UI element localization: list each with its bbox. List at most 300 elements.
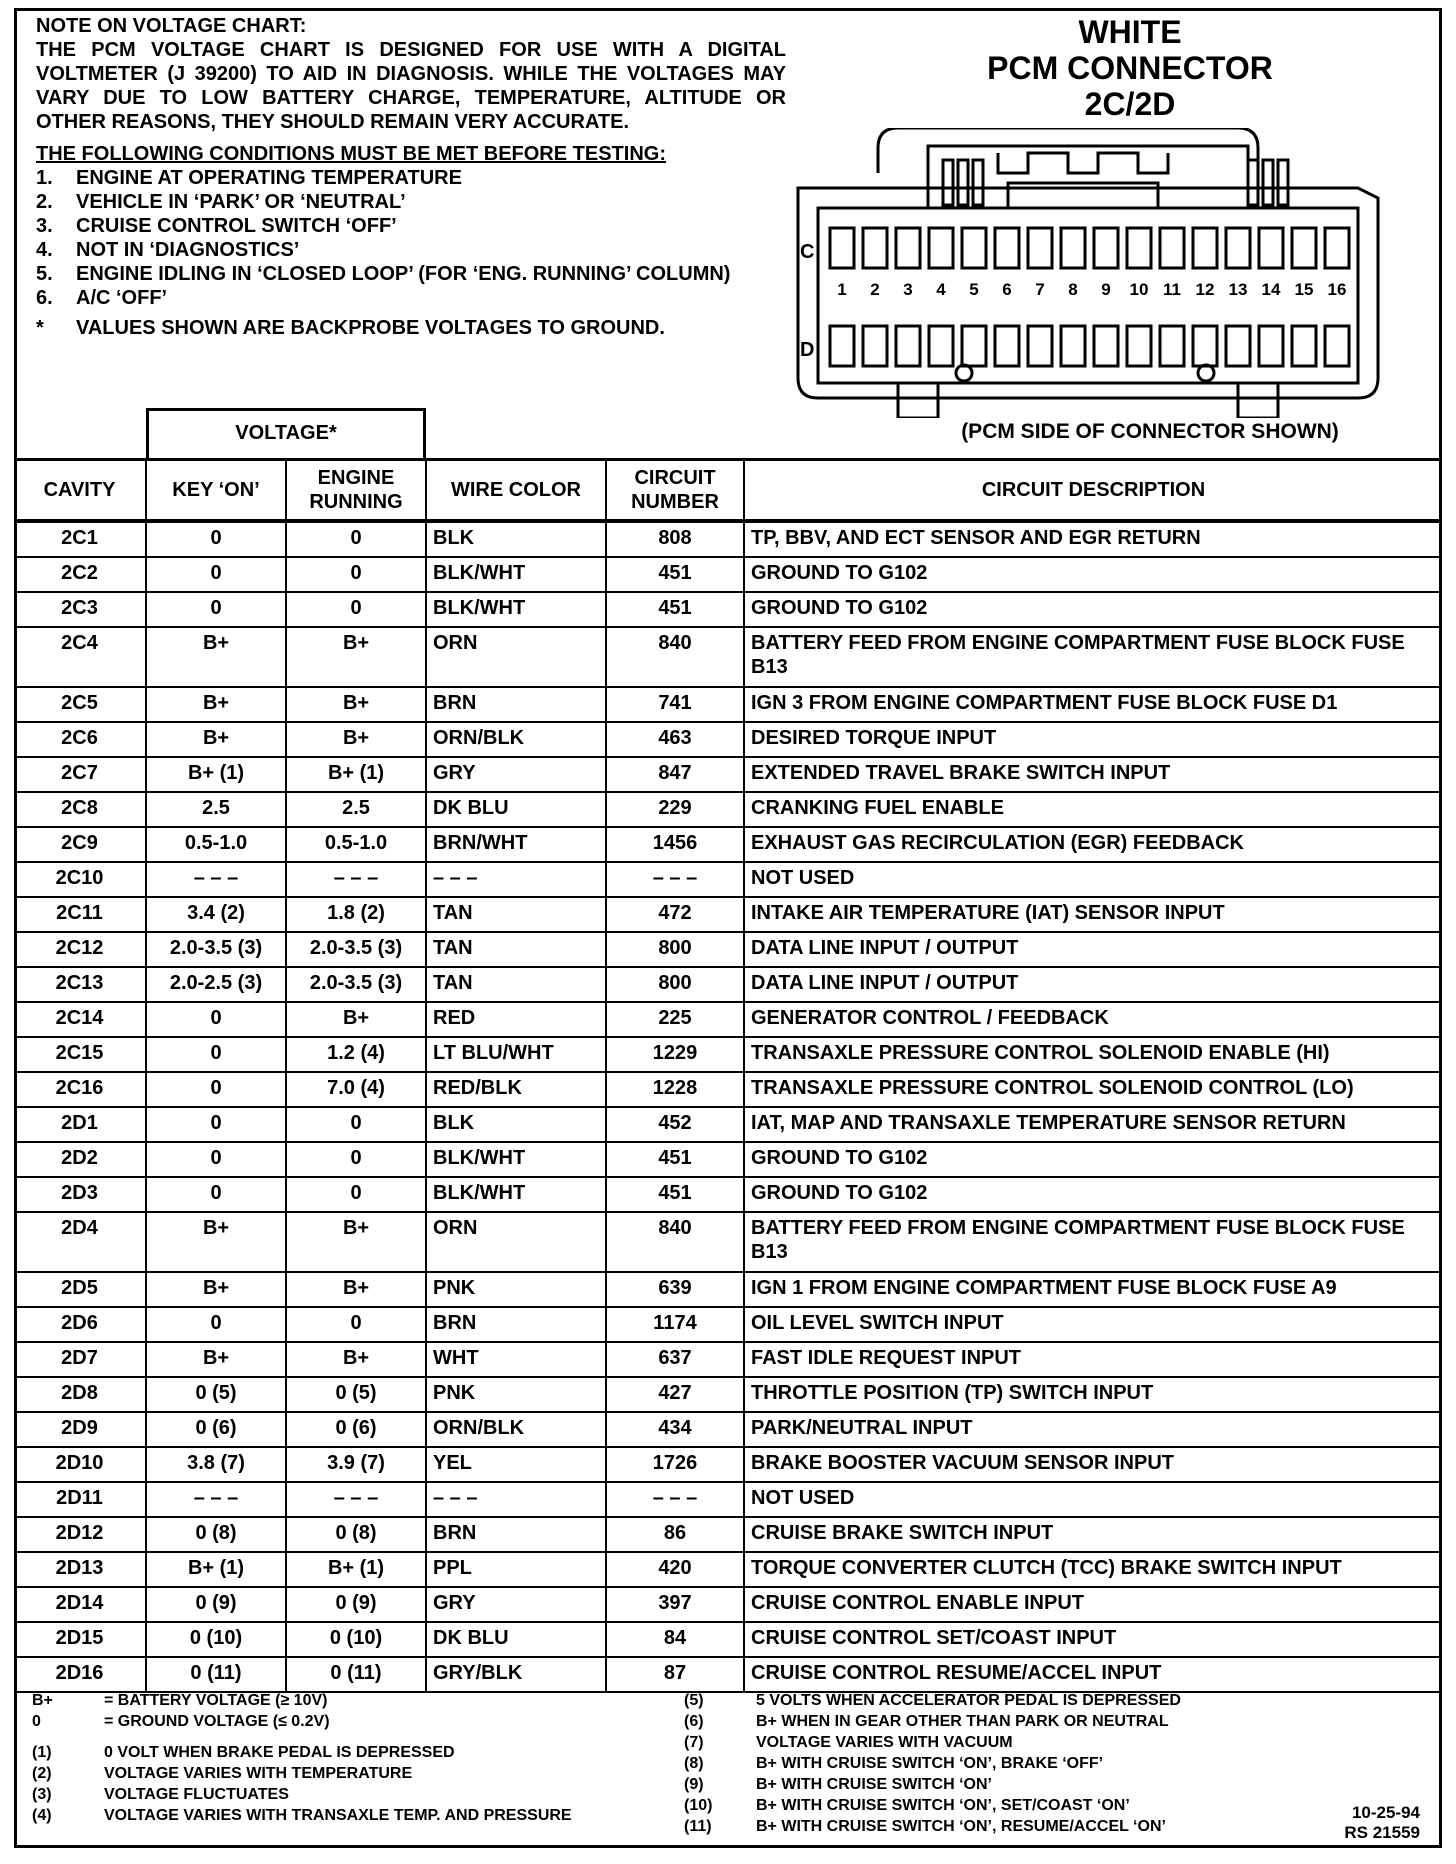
key-on-cell: B+ [146, 722, 286, 757]
legend-text: B+ WITH CRUISE SWITCH ‘ON’, SET/COAST ‘ON’ [756, 1797, 1130, 1814]
row-d-pin [1094, 326, 1118, 366]
table-row [14, 1212, 1442, 1272]
table-row [14, 757, 1442, 792]
condition-text: VEHICLE IN ‘PARK’ OR ‘NEUTRAL’ [76, 191, 406, 213]
legend-item [32, 1690, 692, 1711]
legend-item [684, 1711, 1244, 1732]
pin-number-label: 6 [1002, 280, 1012, 299]
legend-key: (3) [32, 1786, 52, 1803]
row-c-pin [929, 228, 953, 268]
cavity-cell: 2D13 [14, 1552, 146, 1587]
wire-color-cell: BLK/WHT [426, 592, 606, 627]
cavity-cell: 2D14 [14, 1587, 146, 1622]
table-row [14, 1412, 1442, 1447]
key-on-cell: B+ [146, 627, 286, 687]
condition-text: ENGINE AT OPERATING TEMPERATURE [76, 167, 462, 189]
legend-text: B+ WHEN IN GEAR OTHER THAN PARK OR NEUTRAL [756, 1713, 1169, 1730]
row-c-pin [1325, 228, 1349, 268]
connector-title-line3: 2C/2D [1084, 86, 1176, 122]
cavity-cell: 2D16 [14, 1657, 146, 1692]
table-row [14, 1622, 1442, 1657]
engine-running-cell: 0 (5) [286, 1377, 426, 1412]
circuit-description-cell: IAT, MAP AND TRANSAXLE TEMPERATURE SENSOR RETURN [744, 1107, 1442, 1142]
legend-item [32, 1805, 692, 1826]
legend-item [684, 1690, 1244, 1711]
engine-running-cell: 0 [286, 521, 426, 557]
table-header-row [14, 460, 1442, 522]
legend-item [32, 1784, 692, 1805]
table-row [14, 792, 1442, 827]
engine-running-cell: 7.0 (4) [286, 1072, 426, 1107]
legend-key: (9) [684, 1776, 704, 1793]
legend-key: 0 [32, 1713, 41, 1730]
key-on-cell: 0 (9) [146, 1587, 286, 1622]
key-on-cell: B+ [146, 1342, 286, 1377]
key-on-cell: 0 [146, 1142, 286, 1177]
circuit-number-cell: 1456 [606, 827, 744, 862]
table-row [14, 722, 1442, 757]
row-d-pin [863, 326, 887, 366]
row-c-pin [896, 228, 920, 268]
circuit-description-cell: NOT USED [744, 1482, 1442, 1517]
cavity-cell: 2D1 [14, 1107, 146, 1142]
engine-running-cell: 0 (11) [286, 1657, 426, 1692]
legend-text: 0 VOLT WHEN BRAKE PEDAL IS DEPRESSED [104, 1744, 455, 1761]
circuit-number-cell: 87 [606, 1657, 744, 1692]
legend-key: (2) [32, 1765, 52, 1782]
circuit-description-cell: GROUND TO G102 [744, 557, 1442, 592]
wire-color-cell: BRN/WHT [426, 827, 606, 862]
circuit-description-cell: FAST IDLE REQUEST INPUT [744, 1342, 1442, 1377]
engine-running-cell: 2.5 [286, 792, 426, 827]
cavity-cell: 2D11 [14, 1482, 146, 1517]
circuit-number-cell: 637 [606, 1342, 744, 1377]
table-row [14, 1307, 1442, 1342]
wire-color-cell: BLK [426, 521, 606, 557]
circuit-description-cell: PARK/NEUTRAL INPUT [744, 1412, 1442, 1447]
table-row [14, 521, 1442, 557]
condition-text: A/C ‘OFF’ [76, 287, 168, 309]
condition-number: 1. [36, 167, 53, 189]
cavity-cell: 2C1 [14, 521, 146, 557]
circuit-number-cell: – – – [606, 862, 744, 897]
condition-item [36, 316, 786, 340]
table-row [14, 1657, 1442, 1692]
pin-number-label: 15 [1294, 280, 1314, 299]
row-d-pin [929, 326, 953, 366]
key-on-cell: 0 [146, 1307, 286, 1342]
circuit-description-cell: INTAKE AIR TEMPERATURE (IAT) SENSOR INPUT [744, 897, 1442, 932]
document-reference [1310, 1803, 1420, 1843]
legend-text: 5 VOLTS WHEN ACCELERATOR PEDAL IS DEPRESSED [756, 1692, 1181, 1709]
pcm-voltage-table [14, 458, 1442, 1693]
legend-item [684, 1816, 1244, 1837]
cavity-cell: 2D15 [14, 1622, 146, 1657]
engine-running-cell: 0.5-1.0 [286, 827, 426, 862]
circuit-description-cell: CRUISE CONTROL RESUME/ACCEL INPUT [744, 1657, 1442, 1692]
table-row [14, 967, 1442, 1002]
reference-date: 10-25-94 [1351, 1803, 1420, 1822]
circuit-description-cell: THROTTLE POSITION (TP) SWITCH INPUT [744, 1377, 1442, 1412]
circuit-number-cell: 847 [606, 757, 744, 792]
circuit-description-cell: CRUISE CONTROL ENABLE INPUT [744, 1587, 1442, 1622]
cavity-cell: 2D2 [14, 1142, 146, 1177]
connector-latch-block [928, 146, 1248, 208]
key-on-cell: 0 (10) [146, 1622, 286, 1657]
key-on-cell: – – – [146, 862, 286, 897]
circuit-number-cell: 741 [606, 687, 744, 722]
circuit-number-cell: 451 [606, 1142, 744, 1177]
row-c-pin [1028, 228, 1052, 268]
engine-running-cell: – – – [286, 862, 426, 897]
wire-color-cell: TAN [426, 967, 606, 1002]
legend-text: VOLTAGE VARIES WITH VACUUM [756, 1734, 1013, 1751]
circuit-description-cell: TORQUE CONVERTER CLUTCH (TCC) BRAKE SWITCH INPUT [744, 1552, 1442, 1587]
rib [1248, 160, 1258, 205]
engine-running-cell: B+ [286, 1212, 426, 1272]
key-on-cell: – – – [146, 1482, 286, 1517]
connector-title [940, 14, 1320, 122]
wire-color-cell: GRY/BLK [426, 1657, 606, 1692]
wire-color-cell: DK BLU [426, 792, 606, 827]
legend-text: = GROUND VOLTAGE (≤ 0.2V) [104, 1713, 330, 1730]
notes-paragraph: THE PCM VOLTAGE CHART IS DESIGNED FOR USE WITH A DIGITAL VOLTMETER (J 39200) TO AID IN DIAGNOSIS. WHILE THE VOLTAGES MAY VARY DUE TO LOW BATTERY CHARGE, TEMPERATURE, ALTITUDE OR OTHER REASONS, THEY SHOULD REMAIN VERY ACCURATE. [36, 39, 786, 133]
cavity-cell: 2C14 [14, 1002, 146, 1037]
table-row [14, 1342, 1442, 1377]
table-row [14, 1447, 1442, 1482]
table-row [14, 687, 1442, 722]
legend-key: (10) [684, 1797, 713, 1814]
pin-number-label: 9 [1101, 280, 1111, 299]
legend-key: (1) [32, 1744, 52, 1761]
circuit-description-cell: GROUND TO G102 [744, 1177, 1442, 1212]
engine-running-cell: 0 [286, 557, 426, 592]
wire-color-cell: – – – [426, 862, 606, 897]
connector-title-line1: WHITE [1078, 14, 1182, 50]
row-c-pin [1127, 228, 1151, 268]
key-on-cell: 0 [146, 1177, 286, 1212]
table-row [14, 627, 1442, 687]
row-c-pin [995, 228, 1019, 268]
circuit-description-cell: CRANKING FUEL ENABLE [744, 792, 1442, 827]
legend-left [32, 1690, 692, 1826]
row-c-pin [1094, 228, 1118, 268]
condition-item [36, 166, 786, 190]
legend-text: VOLTAGE FLUCTUATES [104, 1786, 289, 1803]
circuit-number-cell: 840 [606, 627, 744, 687]
circuit-number-cell: 427 [606, 1377, 744, 1412]
legend-key: (8) [684, 1755, 704, 1772]
key-on-cell: 0 (8) [146, 1517, 286, 1552]
wire-color-cell: YEL [426, 1447, 606, 1482]
pin-number-label: 5 [969, 280, 979, 299]
key-on-cell: 2.5 [146, 792, 286, 827]
table-row [14, 592, 1442, 627]
engine-running-cell: 0 (8) [286, 1517, 426, 1552]
table-row [14, 1142, 1442, 1177]
row-d-pin [1028, 326, 1052, 366]
legend-text: VOLTAGE VARIES WITH TEMPERATURE [104, 1765, 413, 1782]
legend-key: (11) [684, 1818, 712, 1835]
key-on-cell: 0 [146, 557, 286, 592]
engine-running-cell: 3.9 (7) [286, 1447, 426, 1482]
circuit-number-cell: 1228 [606, 1072, 744, 1107]
circuit-number-cell: 452 [606, 1107, 744, 1142]
rib [973, 160, 983, 205]
header-wire-color: WIRE COLOR [426, 460, 606, 522]
table-row [14, 862, 1442, 897]
wire-color-cell: RED/BLK [426, 1072, 606, 1107]
key-on-cell: 0 [146, 1107, 286, 1142]
row-c-pin [1061, 228, 1085, 268]
circuit-number-cell: 229 [606, 792, 744, 827]
circuit-description-cell: TRANSAXLE PRESSURE CONTROL SOLENOID ENABLE (HI) [744, 1037, 1442, 1072]
row-d-label: D [800, 339, 815, 361]
engine-running-cell: B+ [286, 1342, 426, 1377]
wire-color-cell: – – – [426, 1482, 606, 1517]
legend-item [684, 1774, 1244, 1795]
connector-foot-left [898, 383, 938, 418]
condition-number: 6. [36, 287, 53, 309]
engine-running-cell: 0 (6) [286, 1412, 426, 1447]
table-row [14, 1002, 1442, 1037]
row-d-pin [962, 326, 986, 366]
key-on-cell: 3.4 (2) [146, 897, 286, 932]
engine-running-cell: B+ (1) [286, 1552, 426, 1587]
wire-color-cell: TAN [426, 897, 606, 932]
circuit-description-cell: GROUND TO G102 [744, 1142, 1442, 1177]
circuit-description-cell: TRANSAXLE PRESSURE CONTROL SOLENOID CONTROL (LO) [744, 1072, 1442, 1107]
engine-running-cell: 2.0-3.5 (3) [286, 932, 426, 967]
legend-key: (4) [32, 1807, 52, 1824]
condition-number: 5. [36, 263, 53, 285]
pin-number-label: 10 [1129, 280, 1149, 299]
row-d-pins [830, 326, 1349, 366]
row-d-pin [1325, 326, 1349, 366]
pcm-connector-diagram [778, 128, 1398, 418]
engine-running-cell: – – – [286, 1482, 426, 1517]
engine-running-cell: B+ (1) [286, 757, 426, 792]
row-c-pin [830, 228, 854, 268]
legend-key: (5) [684, 1692, 704, 1709]
key-on-cell: B+ (1) [146, 1552, 286, 1587]
circuit-number-cell: – – – [606, 1482, 744, 1517]
cavity-cell: 2D9 [14, 1412, 146, 1447]
circuit-description-cell: DESIRED TORQUE INPUT [744, 722, 1442, 757]
connector-foot-right [1238, 383, 1278, 418]
row-c-pin [1160, 228, 1184, 268]
condition-number: * [36, 317, 44, 339]
circuit-number-cell: 84 [606, 1622, 744, 1657]
wire-color-cell: WHT [426, 1342, 606, 1377]
row-c-pin [1226, 228, 1250, 268]
cavity-cell: 2C5 [14, 687, 146, 722]
key-on-cell: 0 [146, 592, 286, 627]
wire-color-cell: PPL [426, 1552, 606, 1587]
table-row [14, 1037, 1442, 1072]
circuit-description-cell: BRAKE BOOSTER VACUUM SENSOR INPUT [744, 1447, 1442, 1482]
key-on-cell: B+ (1) [146, 757, 286, 792]
row-c-pin [863, 228, 887, 268]
wire-color-cell: BRN [426, 1517, 606, 1552]
wire-color-cell: ORN [426, 627, 606, 687]
pin-number-label: 13 [1228, 280, 1248, 299]
cavity-cell: 2C4 [14, 627, 146, 687]
cavity-cell: 2C3 [14, 592, 146, 627]
notes-heading: NOTE ON VOLTAGE CHART: [36, 15, 307, 37]
wire-color-cell: PNK [426, 1272, 606, 1307]
reference-code: RS 21559 [1344, 1823, 1420, 1842]
legend-item [32, 1763, 692, 1784]
circuit-number-cell: 472 [606, 897, 744, 932]
wire-color-cell: TAN [426, 932, 606, 967]
wire-color-cell: ORN/BLK [426, 722, 606, 757]
condition-number: 3. [36, 215, 53, 237]
cavity-cell: 2D8 [14, 1377, 146, 1412]
circuit-description-cell: GENERATOR CONTROL / FEEDBACK [744, 1002, 1442, 1037]
pin-number-label: 2 [870, 280, 880, 299]
engine-running-cell: B+ [286, 1272, 426, 1307]
circuit-number-cell: 639 [606, 1272, 744, 1307]
cavity-cell: 2C15 [14, 1037, 146, 1072]
table-row [14, 897, 1442, 932]
cavity-cell: 2C9 [14, 827, 146, 862]
wire-color-cell: BLK/WHT [426, 1177, 606, 1212]
table-row [14, 1072, 1442, 1107]
row-d-pin [1193, 326, 1217, 366]
circuit-number-cell: 434 [606, 1412, 744, 1447]
engine-running-cell: 0 (10) [286, 1622, 426, 1657]
engine-running-cell: 0 [286, 1142, 426, 1177]
table-row [14, 1587, 1442, 1622]
pin-number-label: 7 [1035, 280, 1045, 299]
pin-number-label: 11 [1163, 280, 1181, 299]
pin-numbers [837, 280, 1346, 299]
legend-text: B+ WITH CRUISE SWITCH ‘ON’ [756, 1776, 992, 1793]
rib [1278, 160, 1288, 205]
table-row [14, 932, 1442, 967]
pin-number-label: 14 [1261, 280, 1281, 299]
condition-item [36, 214, 786, 238]
pin-number-label: 3 [903, 280, 913, 299]
circuit-number-cell: 86 [606, 1517, 744, 1552]
row-d-pin [1061, 326, 1085, 366]
cavity-cell: 2D3 [14, 1177, 146, 1212]
cavity-cell: 2C13 [14, 967, 146, 1002]
circuit-number-cell: 800 [606, 967, 744, 1002]
cavity-cell: 2C6 [14, 722, 146, 757]
cavity-cell: 2C2 [14, 557, 146, 592]
wire-color-cell: BRN [426, 1307, 606, 1342]
legend-item [32, 1711, 692, 1732]
cavity-cell: 2D5 [14, 1272, 146, 1307]
cavity-cell: 2D12 [14, 1517, 146, 1552]
rib [1263, 160, 1273, 205]
wire-color-cell: DK BLU [426, 1622, 606, 1657]
voltage-group-header: VOLTAGE* [146, 408, 426, 458]
engine-running-cell: 0 [286, 1177, 426, 1212]
circuit-number-cell: 1174 [606, 1307, 744, 1342]
table-row [14, 557, 1442, 592]
row-d-pin [830, 326, 854, 366]
cavity-cell: 2C12 [14, 932, 146, 967]
circuit-description-cell: NOT USED [744, 862, 1442, 897]
circuit-description-cell: CRUISE CONTROL SET/COAST INPUT [744, 1622, 1442, 1657]
condition-number: 4. [36, 239, 53, 261]
wire-color-cell: GRY [426, 1587, 606, 1622]
circuit-number-cell: 463 [606, 722, 744, 757]
key-on-cell: 0 (5) [146, 1377, 286, 1412]
row-d-pin [1226, 326, 1250, 366]
engine-running-cell: 1.8 (2) [286, 897, 426, 932]
circuit-description-cell: DATA LINE INPUT / OUTPUT [744, 967, 1442, 1002]
engine-running-cell: B+ [286, 627, 426, 687]
circuit-number-cell: 840 [606, 1212, 744, 1272]
engine-running-cell: 0 [286, 1307, 426, 1342]
table-row [14, 1552, 1442, 1587]
key-on-cell: B+ [146, 687, 286, 722]
condition-item [36, 286, 786, 310]
row-d-pin [896, 326, 920, 366]
cavity-cell: 2C10 [14, 862, 146, 897]
cavity-cell: 2C16 [14, 1072, 146, 1107]
cavity-cell: 2C8 [14, 792, 146, 827]
cavity-cell: 2C11 [14, 897, 146, 932]
wire-color-cell: PNK [426, 1377, 606, 1412]
pin-number-label: 1 [837, 280, 847, 299]
key-on-cell: 2.0-2.5 (3) [146, 967, 286, 1002]
circuit-number-cell: 808 [606, 521, 744, 557]
header-circuit-description: CIRCUIT DESCRIPTION [744, 460, 1442, 522]
voltage-chart-notes [36, 14, 786, 340]
legend-text: VOLTAGE VARIES WITH TRANSAXLE TEMP. AND PRESSURE [104, 1807, 572, 1824]
circuit-number-cell: 451 [606, 592, 744, 627]
legend-key: (6) [684, 1713, 704, 1730]
cavity-cell: 2D6 [14, 1307, 146, 1342]
condition-text: NOT IN ‘DIAGNOSTICS’ [76, 239, 300, 261]
conditions-list [36, 166, 786, 340]
wire-color-cell: ORN [426, 1212, 606, 1272]
table-row [14, 827, 1442, 862]
legend-item [32, 1742, 692, 1763]
key-on-cell: 0 [146, 521, 286, 557]
engine-running-cell: 0 [286, 1107, 426, 1142]
key-on-cell: 0 [146, 1037, 286, 1072]
circuit-number-cell: 451 [606, 557, 744, 592]
wire-color-cell: RED [426, 1002, 606, 1037]
wire-color-cell: BLK/WHT [426, 557, 606, 592]
table-row [14, 1517, 1442, 1552]
engine-running-cell: B+ [286, 1002, 426, 1037]
wire-color-cell: GRY [426, 757, 606, 792]
circuit-description-cell: EXTENDED TRAVEL BRAKE SWITCH INPUT [744, 757, 1442, 792]
key-on-cell: 2.0-3.5 (3) [146, 932, 286, 967]
engine-running-cell: 0 (9) [286, 1587, 426, 1622]
circuit-description-cell: EXHAUST GAS RECIRCULATION (EGR) FEEDBACK [744, 827, 1442, 862]
row-c-label: C [800, 241, 815, 263]
key-on-cell: B+ [146, 1272, 286, 1307]
row-c-pin [962, 228, 986, 268]
condition-number: 2. [36, 191, 53, 213]
circuit-description-cell: DATA LINE INPUT / OUTPUT [744, 932, 1442, 967]
circuit-number-cell: 800 [606, 932, 744, 967]
row-c-pins [830, 228, 1349, 268]
header-key-on: KEY ‘ON’ [146, 460, 286, 522]
key-on-cell: 3.8 (7) [146, 1447, 286, 1482]
wire-color-cell: BLK/WHT [426, 1142, 606, 1177]
circuit-number-cell: 1726 [606, 1447, 744, 1482]
engine-running-cell: B+ [286, 722, 426, 757]
